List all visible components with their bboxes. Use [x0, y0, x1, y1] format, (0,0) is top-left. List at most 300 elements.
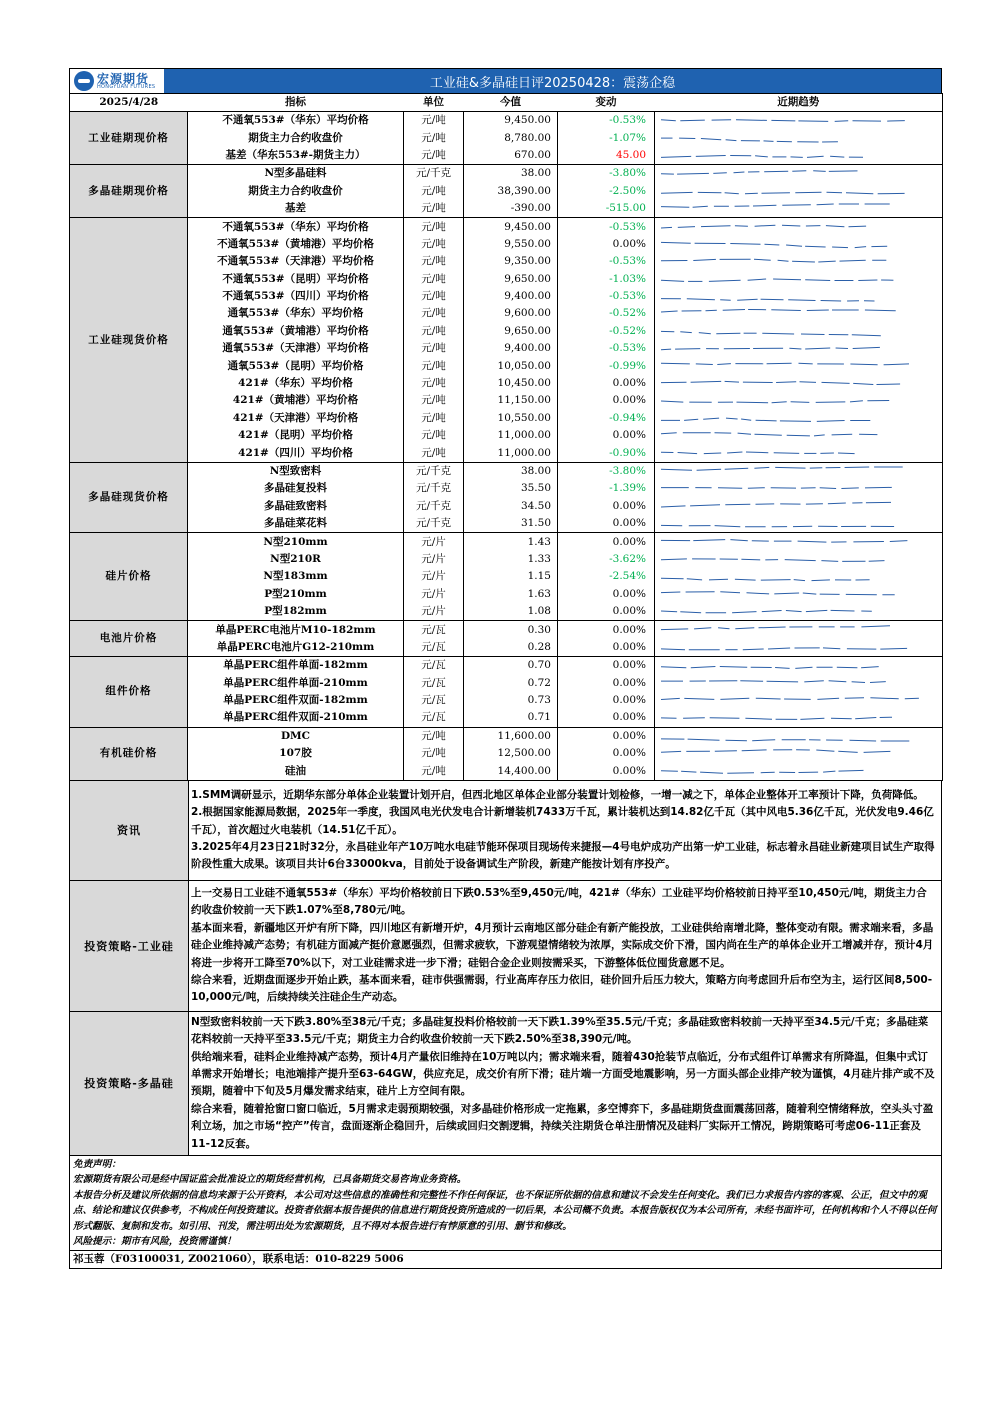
sparkline-segment [697, 469, 722, 470]
sparkline-segment [661, 401, 683, 402]
unit-cell: 元/吨 [404, 112, 464, 130]
trend-sparkline [655, 675, 943, 692]
sparkline-segment [745, 193, 758, 194]
change-cell: -1.07% [558, 129, 655, 146]
sparkline-segment [764, 141, 774, 142]
change-cell: 0.00% [558, 427, 655, 444]
value-cell: 35.50 [464, 480, 558, 497]
sparkline-segment [884, 364, 909, 365]
trend-sparkline [655, 462, 943, 480]
trend-sparkline [655, 444, 943, 462]
unit-cell: 元/片 [404, 603, 464, 621]
sparkline-segment [795, 192, 821, 193]
indicator-name: 107胶 [188, 745, 404, 762]
sparkline-segment [799, 364, 813, 365]
unit-cell: 元/吨 [404, 147, 464, 165]
sparkline-segment [771, 120, 795, 121]
sparkline-segment [845, 467, 870, 468]
unit-cell: 元/片 [404, 533, 464, 551]
change-cell: -0.94% [558, 410, 655, 427]
sparkline-segment [816, 402, 846, 403]
sparkline-segment [800, 718, 824, 719]
table-row [70, 515, 943, 533]
trend-sparkline [655, 692, 943, 709]
indicator-name: P型182mm [188, 603, 404, 621]
sparkline-segment [861, 667, 879, 668]
sparkline-segment [691, 667, 716, 668]
sparkline-segment [736, 120, 767, 121]
sparkline-segment [890, 541, 908, 542]
sparkline-segment [661, 349, 671, 350]
sparkline-segment [855, 246, 866, 247]
sparkline-segment [746, 452, 768, 453]
trend-sparkline [655, 323, 943, 340]
table-row [70, 410, 943, 427]
value-cell: 0.30 [464, 621, 558, 639]
value-cell: 0.71 [464, 709, 558, 727]
sparkline-segment [853, 347, 880, 348]
strategy-ps-label: 投资策略-多晶硅 [70, 1012, 189, 1155]
unit-cell: 元/吨 [404, 745, 464, 762]
value-cell: 1.15 [464, 568, 558, 585]
sparkline-segment [762, 333, 794, 334]
change-cell: 0.00% [558, 709, 655, 727]
value-cell: 1.08 [464, 603, 558, 621]
unit-cell: 元/片 [404, 586, 464, 603]
logo-en: HONGYUAN FUTURES [97, 83, 156, 90]
unit-cell: 元/吨 [404, 357, 464, 374]
sparkline-segment [835, 121, 849, 122]
change-cell: 0.00% [558, 586, 655, 603]
table-row [70, 147, 943, 165]
sparkline-segment [691, 381, 722, 382]
table-row [70, 762, 943, 780]
category-label: 硅片价格 [70, 533, 188, 621]
sparkline-segment [701, 139, 721, 140]
table-row [70, 427, 943, 444]
indicator-name: DMC [188, 727, 404, 745]
indicator-name: 421#（昆明）平均价格 [188, 427, 404, 444]
indicator-name: N型多晶硅料 [188, 165, 404, 183]
sparkline-segment [732, 612, 756, 613]
sparkline-segment [852, 681, 865, 682]
indicator-name: 多晶硅菜花料 [188, 515, 404, 533]
sparkline-segment [762, 192, 790, 193]
sparkline-segment [831, 610, 855, 611]
trend-sparkline [655, 410, 943, 427]
sparkline-segment [775, 467, 805, 468]
indicator-name: 单晶PERC组件单面-210mm [188, 675, 404, 692]
sparkline-segment [816, 750, 834, 751]
indicator-name: 通氧553#（华东）平均价格 [188, 305, 404, 322]
sparkline-segment [768, 648, 790, 649]
unit-cell: 元/吨 [404, 410, 464, 427]
sparkline-segment [820, 488, 836, 489]
sparkline-segment [822, 382, 850, 383]
change-cell: 0.00% [558, 603, 655, 621]
sparkline-segment [717, 364, 731, 365]
sparkline-segment [752, 739, 775, 740]
sparkline-segment [709, 280, 741, 281]
change-cell: -0.53% [558, 218, 655, 236]
sparkline-segment [826, 226, 845, 227]
unit-cell: 元/瓦 [404, 675, 464, 692]
sparkline-segment [869, 560, 885, 561]
value-cell: 10,050.00 [464, 357, 558, 374]
sparkline-segment [803, 593, 817, 594]
change-cell: -0.53% [558, 253, 655, 270]
value-cell: 9,600.00 [464, 305, 558, 322]
disclaimer [69, 1156, 942, 1251]
indicator-name: 通氧553#（黄埔港）平均价格 [188, 323, 404, 340]
col-trend: 近期趋势 [655, 94, 943, 112]
sparkline-segment [755, 156, 768, 157]
change-cell: -2.50% [558, 183, 655, 200]
indicator-name: 421#（黄埔港）平均价格 [188, 392, 404, 409]
change-cell: -1.03% [558, 271, 655, 288]
trend-sparkline [655, 515, 943, 533]
unit-cell: 元/吨 [404, 129, 464, 146]
trend-sparkline [655, 253, 943, 270]
sparkline-segment [788, 300, 815, 301]
indicator-name: 不通氧553#（昆明）平均价格 [188, 271, 404, 288]
change-cell: 0.00% [558, 533, 655, 551]
sparkline-segment [704, 453, 721, 454]
sparkline-segment [832, 434, 853, 435]
sparkline-segment [753, 205, 776, 206]
sparkline-segment [661, 242, 691, 243]
trend-sparkline [655, 288, 943, 305]
sparkline-segment [756, 698, 781, 699]
unit-cell: 元/瓦 [404, 692, 464, 709]
unit-cell: 元/瓦 [404, 657, 464, 675]
unit-cell: 元/吨 [404, 323, 464, 340]
sparkline-segment [735, 628, 754, 629]
sparkline-segment [807, 310, 829, 311]
indicator-name: 421#（天津港）平均价格 [188, 410, 404, 427]
sparkline-segment [829, 680, 847, 681]
value-cell: 0.73 [464, 692, 558, 709]
unit-cell: 元/吨 [404, 183, 464, 200]
sparkline-segment [755, 434, 782, 435]
change-cell: 0.00% [558, 675, 655, 692]
table-row [70, 498, 943, 515]
sparkline-segment [718, 628, 729, 629]
col-unit: 单位 [404, 94, 464, 112]
logo-mark-icon [74, 71, 94, 91]
table-row [70, 603, 943, 621]
sparkline-segment [858, 280, 877, 281]
value-cell: 8,780.00 [464, 129, 558, 146]
indicator-name: N型致密料 [188, 462, 404, 480]
trend-sparkline [655, 586, 943, 603]
sparkline-segment [807, 156, 824, 157]
sparkline-segment [754, 467, 769, 468]
sparkline-segment [661, 667, 686, 668]
sparkline-segment [839, 771, 864, 772]
trend-sparkline [655, 533, 943, 551]
sparkline-segment [726, 418, 738, 419]
indicator-name: 不通氧553#（华东）平均价格 [188, 112, 404, 130]
sparkline-segment [755, 226, 776, 227]
sparkline-segment [836, 348, 848, 349]
sparkline-segment [694, 628, 711, 629]
indicator-name: 单晶PERC组件双面-182mm [188, 692, 404, 709]
sparkline-segment [716, 333, 740, 334]
sparkline-segment [720, 667, 747, 668]
sparkline-segment [742, 750, 767, 751]
value-cell: 38.00 [464, 165, 558, 183]
sparkline-segment [726, 140, 737, 141]
col-change: 变动 [558, 94, 655, 112]
table-row [70, 165, 943, 183]
sparkline-segment [838, 453, 855, 454]
sparkline-segment [785, 559, 816, 560]
sparkline-segment [880, 648, 907, 649]
table-row [70, 375, 943, 392]
indicator-name: 不通氧553#（天津港）平均价格 [188, 253, 404, 270]
unit-cell: 元/吨 [404, 392, 464, 409]
indicator-name: N型183mm [188, 568, 404, 585]
sparkline-segment [778, 260, 789, 261]
trend-sparkline [655, 657, 943, 675]
sparkline-segment [849, 226, 867, 227]
sparkline-segment [734, 172, 745, 173]
sparkline-segment [762, 610, 782, 611]
trend-sparkline [655, 183, 943, 200]
sparkline-segment [696, 155, 726, 156]
sparkline-segment [701, 226, 731, 227]
sparkline-segment [764, 171, 788, 172]
change-cell: 0.00% [558, 745, 655, 762]
sparkline-segment [737, 299, 757, 300]
sparkline-segment [840, 260, 866, 261]
unit-cell: 元/吨 [404, 375, 464, 392]
value-cell: 11,000.00 [464, 444, 558, 462]
table-row [70, 129, 943, 146]
change-cell: -0.52% [558, 305, 655, 322]
sparkline-segment [864, 751, 891, 752]
sparkline-segment [841, 488, 858, 489]
sparkline-segment [800, 382, 817, 383]
sparkline-segment [740, 680, 763, 681]
unit-cell: 元/千克 [404, 462, 464, 480]
unit-cell: 元/吨 [404, 444, 464, 462]
value-cell: 0.28 [464, 639, 558, 657]
change-cell: 0.00% [558, 657, 655, 675]
sparkline-segment [865, 488, 892, 489]
sparkline-segment [838, 751, 857, 752]
sparkline-segment [696, 364, 713, 365]
sparkline-segment [703, 418, 719, 419]
indicator-name: 单晶PERC电池片G12-210mm [188, 639, 404, 657]
unit-cell: 元/千克 [404, 515, 464, 533]
sparkline-segment [821, 300, 842, 301]
indicator-name: 单晶PERC组件单面-182mm [188, 657, 404, 675]
change-cell: 0.00% [558, 762, 655, 780]
table-row [70, 200, 943, 218]
sparkline-segment [767, 364, 792, 365]
table-row [70, 340, 943, 357]
sparkline-segment [852, 334, 881, 335]
sparkline-segment [787, 435, 810, 436]
sparkline-segment [823, 648, 840, 649]
col-date: 2025/4/28 [70, 94, 188, 112]
unit-cell: 元/吨 [404, 762, 464, 780]
category-label: 有机硅价格 [70, 727, 188, 780]
value-cell: 670.00 [464, 147, 558, 165]
sparkline-segment [661, 771, 678, 772]
table-row [70, 288, 943, 305]
sparkline-segment [818, 261, 835, 262]
sparkline-segment [741, 559, 760, 560]
report-sheet [69, 68, 942, 1269]
sparkline-segment [675, 349, 700, 350]
sparkline-segment [780, 421, 811, 422]
sparkline-segment [661, 611, 677, 612]
unit-cell: 元/吨 [404, 727, 464, 745]
value-cell: 14,400.00 [464, 762, 558, 780]
sparkline-segment [737, 402, 769, 403]
change-cell: -0.53% [558, 340, 655, 357]
change-cell: 0.00% [558, 515, 655, 533]
change-cell: -3.62% [558, 551, 655, 568]
sparkline-segment [805, 348, 830, 349]
news-section [69, 781, 942, 881]
category-label: 多晶硅现货价格 [70, 462, 188, 533]
trend-sparkline [655, 271, 943, 288]
news-label: 资讯 [70, 781, 189, 880]
trend-sparkline [655, 165, 943, 183]
indicator-name: 期货主力合约收盘价 [188, 183, 404, 200]
strategy-paragraph: 上一交易日工业硅不通氧553#（华东）平均价格较前日下跌0.53%至9,450元/吨，421#（华东）工业硅平均价格较前日持平至10,450元/吨，期货主力合约收盘价较前一天下跌1.07%至8,780元/吨。 [191, 886, 927, 917]
sparkline-segment [756, 420, 777, 421]
sparkline-segment [887, 121, 905, 122]
trend-sparkline [655, 709, 943, 727]
indicator-name: 不通氧553#（华东）平均价格 [188, 218, 404, 236]
value-cell: 38,390.00 [464, 183, 558, 200]
change-cell: 0.00% [558, 692, 655, 709]
value-cell: 9,450.00 [464, 112, 558, 130]
sparkline-segment [870, 681, 886, 682]
trend-sparkline [655, 568, 943, 585]
change-cell: -515.00 [558, 200, 655, 218]
category-label: 组件价格 [70, 657, 188, 728]
unit-cell: 元/吨 [404, 305, 464, 322]
trend-sparkline [655, 129, 943, 146]
table-row [70, 480, 943, 497]
change-cell: -0.52% [558, 323, 655, 340]
sparkline-segment [850, 401, 863, 402]
change-cell: -2.54% [558, 568, 655, 585]
sparkline-segment [813, 171, 826, 172]
value-cell: 0.72 [464, 675, 558, 692]
indicator-name: 421#（四川）平均价格 [188, 444, 404, 462]
table-row [70, 533, 943, 551]
sparkline-segment [688, 739, 720, 740]
sparkline-segment [759, 627, 786, 628]
sparkline-segment [792, 261, 815, 262]
sparkline-segment [684, 698, 714, 699]
sparkline-segment [745, 718, 772, 719]
table-row [70, 444, 943, 462]
value-cell: 11,000.00 [464, 427, 558, 444]
unit-cell: 元/瓦 [404, 621, 464, 639]
strategy-paragraph: 基本面来看，新疆地区开炉有所下降，四川地区有新增开炉，4月预计云南地区部分硅企有新产能投放，工业硅供给南增北降，整体变动有限。需求端来看，多晶硅企业维持减产态势；有机硅方面减产挺价意愿强烈，但需求疲软，下游观望情绪较为浓厚，实际成交价下滑，国内尚在生产的单体企业开工增减并存，预计4月将进一步将开工降至70%以下，对工业硅需求进一步下滑；硅铝合金企业则按需采买，下游整体低位囤货意愿不足。 [191, 921, 934, 969]
sparkline-segment [817, 698, 839, 699]
sparkline-segment [905, 698, 919, 699]
trend-sparkline [655, 147, 943, 165]
value-cell: 34.50 [464, 498, 558, 515]
sparkline-segment [817, 420, 845, 421]
sparkline-segment [798, 541, 827, 542]
sparkline-segment [798, 121, 828, 122]
sparkline-segment [723, 310, 745, 311]
sparkline-segment [730, 540, 747, 541]
contact-line: 祁玉蓉（F03100031, Z0021060），联系电话：010-8229 5006 [69, 1251, 942, 1269]
sparkline-segment [661, 280, 684, 281]
trend-sparkline [655, 357, 943, 374]
sparkline-segment [713, 173, 727, 174]
trend-sparkline [655, 639, 943, 657]
strategy-paragraph: N型致密料较前一天下跌3.80%至38元/千克；多晶硅复投料价格较前一天下跌1.39%至35.5元/千克；多晶硅致密料较前一天持平至34.5元/千克；多晶硅菜花料较前一天持平至33.5元/千克；期货主力合约收盘价较前一天下跌2.50%至38,390元/吨。 [191, 1015, 929, 1046]
sparkline-segment [715, 526, 741, 527]
sparkline-segment [661, 228, 672, 229]
table-row [70, 253, 943, 270]
value-cell: 9,350.00 [464, 253, 558, 270]
sparkline-segment [748, 488, 765, 489]
sparkline-segment [709, 579, 728, 580]
sparkline-segment [684, 419, 698, 420]
sparkline-segment [861, 626, 890, 627]
category-label: 工业硅期现价格 [70, 112, 188, 165]
value-cell: 11,150.00 [464, 392, 558, 409]
value-cell: 9,400.00 [464, 288, 558, 305]
news-paragraph: 1.SMM调研显示，近期华东部分单体企业装置计划开启，但西北地区单体企业部分装置计划检修，一增一减之下，单体企业整体开工率预计下降，负荷降低。 [191, 788, 924, 801]
trend-sparkline [655, 621, 943, 639]
sparkline-segment [678, 453, 698, 454]
value-cell: 9,400.00 [464, 340, 558, 357]
sparkline-segment [786, 245, 802, 246]
sparkline-segment [747, 592, 770, 593]
disclaimer-line: 免责声明： [73, 1158, 121, 1170]
change-cell: -1.39% [558, 480, 655, 497]
sparkline-segment [743, 649, 764, 650]
value-cell: 1.43 [464, 533, 558, 551]
sparkline-segment [774, 593, 799, 594]
sparkline-segment [782, 226, 800, 227]
trend-sparkline [655, 745, 943, 762]
sparkline-segment [827, 192, 843, 193]
sparkline-segment [865, 310, 896, 311]
change-cell: -0.90% [558, 444, 655, 462]
sparkline-segment [738, 433, 751, 434]
sparkline-segment [725, 468, 749, 469]
indicator-name: 单晶PERC组件双面-210mm [188, 709, 404, 727]
sparkline-segment [680, 120, 705, 121]
unit-cell: 元/片 [404, 568, 464, 585]
table-row [70, 462, 943, 480]
change-cell: -0.99% [558, 357, 655, 374]
sparkline-segment [855, 718, 876, 719]
sparkline-segment [661, 207, 689, 208]
disclaimer-line: 宏源期货有限公司是经中国证监会批准设立的期货经营机构，已具备期货交易咨询业务资格。 [73, 1174, 467, 1186]
trend-sparkline [655, 112, 943, 130]
trend-sparkline [655, 603, 943, 621]
sparkline-segment [661, 559, 687, 560]
sparkline-segment [661, 364, 690, 365]
value-cell: 9,550.00 [464, 236, 558, 253]
